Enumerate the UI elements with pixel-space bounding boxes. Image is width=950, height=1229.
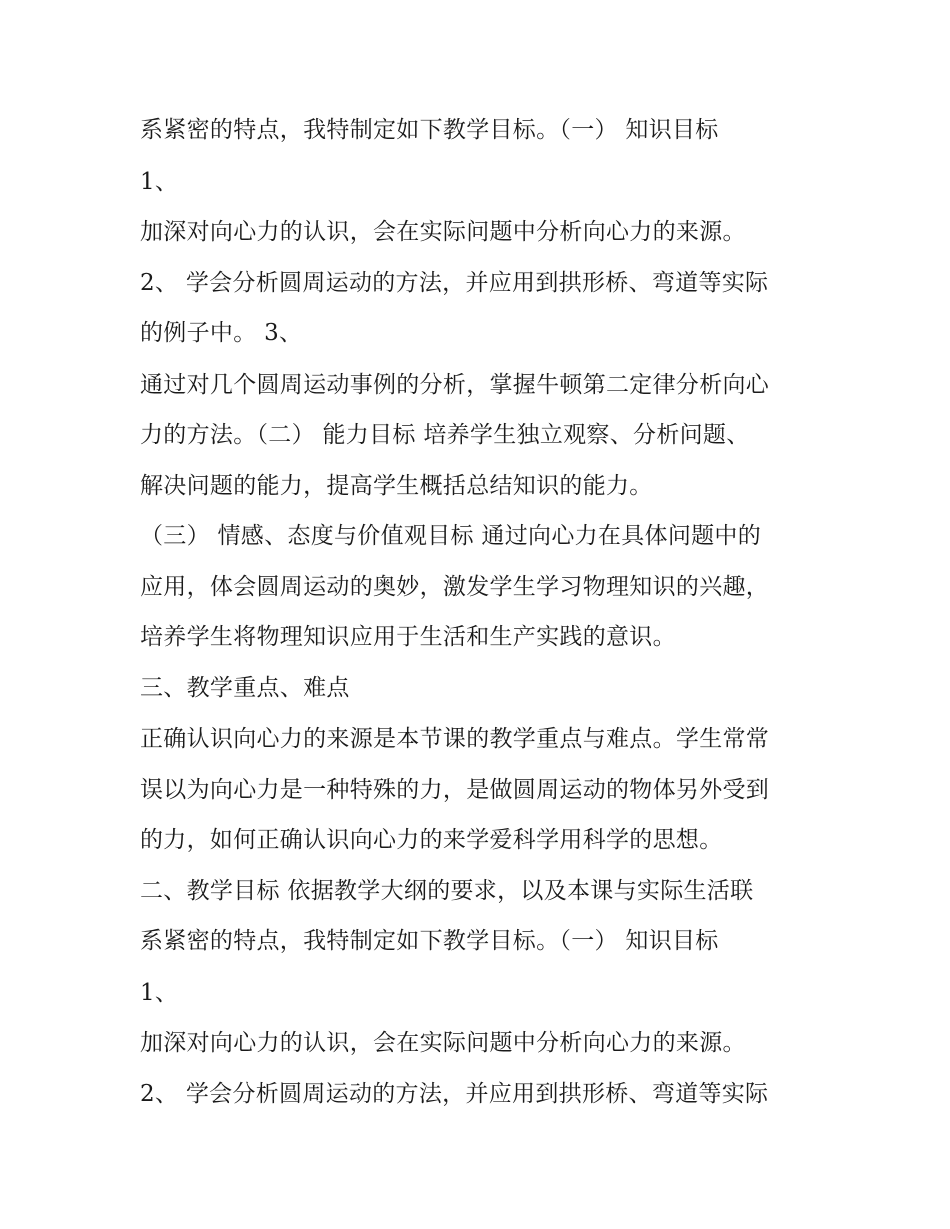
text-line: 加深对向心力的认识，会在实际问题中分析向心力的来源。 (140, 1030, 746, 1056)
text-line: 误以为向心力是一种特殊的力，是做圆周运动的物体另外受到 (140, 777, 770, 803)
text-line: 正确认识向心力的来源是本节课的教学重点与难点。学生常常 (140, 726, 770, 752)
text-line: 2、 学会分析圆周运动的方法，并应用到拱形桥、弯道等实际 (140, 270, 769, 296)
text-line: 通过对几个圆周运动事例的分析，掌握牛顿第二定律分析向心 (140, 372, 770, 398)
text-line: 系紧密的特点，我特制定如下教学目标。（一） 知识目标 (140, 928, 719, 954)
text-line: 1、 (140, 980, 179, 1006)
text-line: 的力，如何正确认识向心力的来学爱科学用科学的思想。 (140, 827, 723, 853)
text-line: 三、教学重点、难点 (140, 675, 350, 701)
text-line: 应用，体会圆周运动的奥妙，激发学生学习物理知识的兴趣， (140, 574, 770, 600)
text-line: 力的方法。（二） 能力目标 培养学生独立观察、分析问题、 (140, 422, 750, 448)
text-line: 加深对向心力的认识，会在实际问题中分析向心力的来源。 (140, 219, 746, 245)
text-line: 解决问题的能力，提高学生概括总结知识的能力。 (140, 473, 653, 499)
text-line: 1、 (140, 169, 179, 195)
text-line: 二、教学目标 依据教学大纲的要求，以及本课与实际生活联 (140, 878, 754, 904)
text-line: 2、 学会分析圆周运动的方法，并应用到拱形桥、弯道等实际 (140, 1081, 769, 1107)
text-line: （三） 情感、态度与价值观目标 通过向心力在具体问题中的 (140, 523, 762, 549)
text-line: 培养学生将物理知识应用于生活和生产实践的意识。 (140, 624, 676, 650)
text-line: 的例子中。 3、 (140, 320, 303, 346)
text-line: 系紧密的特点，我特制定如下教学目标。（一） 知识目标 (140, 117, 719, 143)
